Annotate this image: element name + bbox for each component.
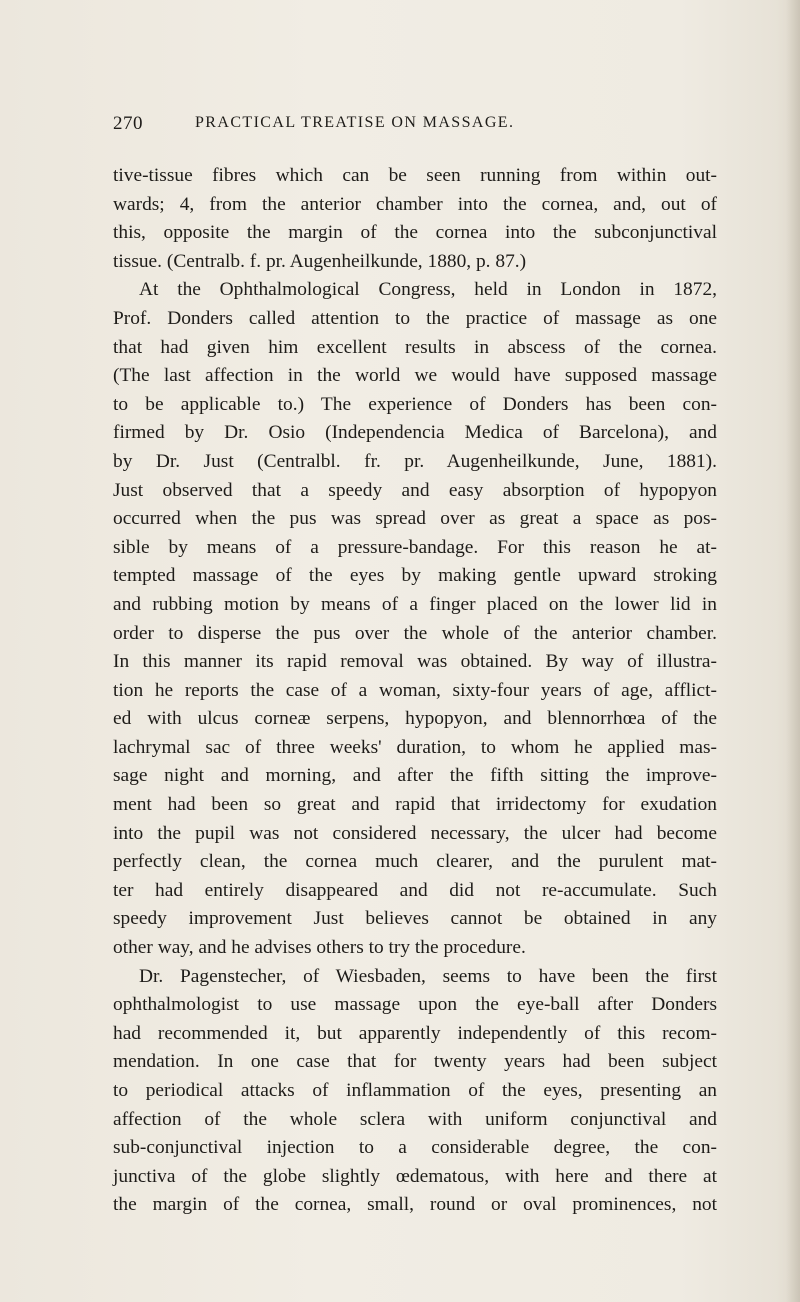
text-line: affection of the whole sclera with uniform conjunctival and: [113, 1108, 717, 1130]
text-line: that had given him excellent results in abscess of the cornea.: [113, 336, 717, 358]
text-line: speedy improvement Just believes cannot be obtained in any: [113, 908, 717, 930]
running-title: PRACTICAL TREATISE ON MASSAGE.: [195, 114, 515, 131]
text-line: (The last affection in the world we would have supposed massage: [113, 365, 717, 387]
text-line: to periodical attacks of inflammation of the eyes, presenting an: [113, 1080, 717, 1101]
text-line: sage night and morning, and after the fifth sitting the improve-: [113, 765, 717, 787]
text-line: tissue. (Centralb. f. pr. Augenheilkunde, 1880, p. 87.): [113, 250, 527, 272]
text-line: into the pupil was not considered necessary, the ulcer had become: [113, 822, 717, 844]
text-line: wards; 4, from the anterior chamber into the cornea, and, out of: [113, 193, 717, 215]
text-line: ed with ulcus corneæ serpens, hypopyon, and blennorrhœa of the: [113, 708, 717, 730]
text-line: Dr. Pagenstecher, of Wiesbaden, seems to have been the first: [139, 965, 717, 987]
text-line: tive-tissue fibres which can be seen running from within out-: [113, 165, 717, 186]
page-header: [113, 113, 717, 137]
text-line: this, opposite the margin of the cornea into the subconjunctival: [113, 222, 717, 244]
text-line: In this manner its rapid removal was obtained. By way of illustra-: [113, 651, 717, 673]
text-line: occurred when the pus was spread over as great a space as pos-: [113, 508, 717, 530]
page-number: 270: [113, 113, 143, 134]
text-line: sub-conjunctival injection to a considerable degree, the con-: [113, 1137, 717, 1159]
text-line: sible by means of a pressure-bandage. For this reason he at-: [113, 536, 717, 558]
page-edge-shadow: [786, 0, 800, 1302]
text-line: firmed by Dr. Osio (Independencia Medica of Barcelona), and: [113, 422, 717, 444]
text-line: ophthalmologist to use massage upon the eye-ball after Donders: [113, 994, 717, 1016]
text-line: mendation. In one case that for twenty years had been subject: [113, 1051, 717, 1073]
text-line: Prof. Donders called attention to the practice of massage as one: [113, 307, 717, 329]
text-line: ment had been so great and rapid that irridectomy for exudation: [113, 794, 717, 816]
text-line: At the Ophthalmological Congress, held in London in 1872,: [139, 279, 717, 301]
text-line: perfectly clean, the cornea much clearer, and the purulent mat-: [113, 851, 717, 873]
text-line: to be applicable to.) The experience of Donders has been con-: [113, 393, 717, 415]
text-line: lachrymal sac of three weeks' duration, to whom he applied mas-: [113, 736, 717, 758]
text-line: Just observed that a speedy and easy absorption of hypopyon: [113, 479, 717, 501]
text-line: junctiva of the globe slightly œdematous, with here and there at: [113, 1165, 717, 1187]
text-line: the margin of the cornea, small, round or oval prominences, not: [113, 1194, 717, 1216]
text-line: and rubbing motion by means of a finger placed on the lower lid in: [113, 593, 717, 615]
text-line: tempted massage of the eyes by making gentle upward stroking: [113, 565, 717, 587]
body-text: [113, 162, 717, 1220]
text-line: tion he reports the case of a woman, sixty-four years of age, afflict-: [113, 679, 717, 701]
text-line: ter had entirely disappeared and did not re-accumulate. Such: [113, 879, 717, 901]
text-line: other way, and he advises others to try the procedure.: [113, 937, 526, 959]
text-line: order to disperse the pus over the whole of the anterior chamber.: [113, 622, 717, 644]
text-line: by Dr. Just (Centralbl. fr. pr. Augenheilkunde, June, 1881).: [113, 450, 717, 472]
text-line: had recommended it, but apparently independently of this recom-: [113, 1022, 717, 1044]
